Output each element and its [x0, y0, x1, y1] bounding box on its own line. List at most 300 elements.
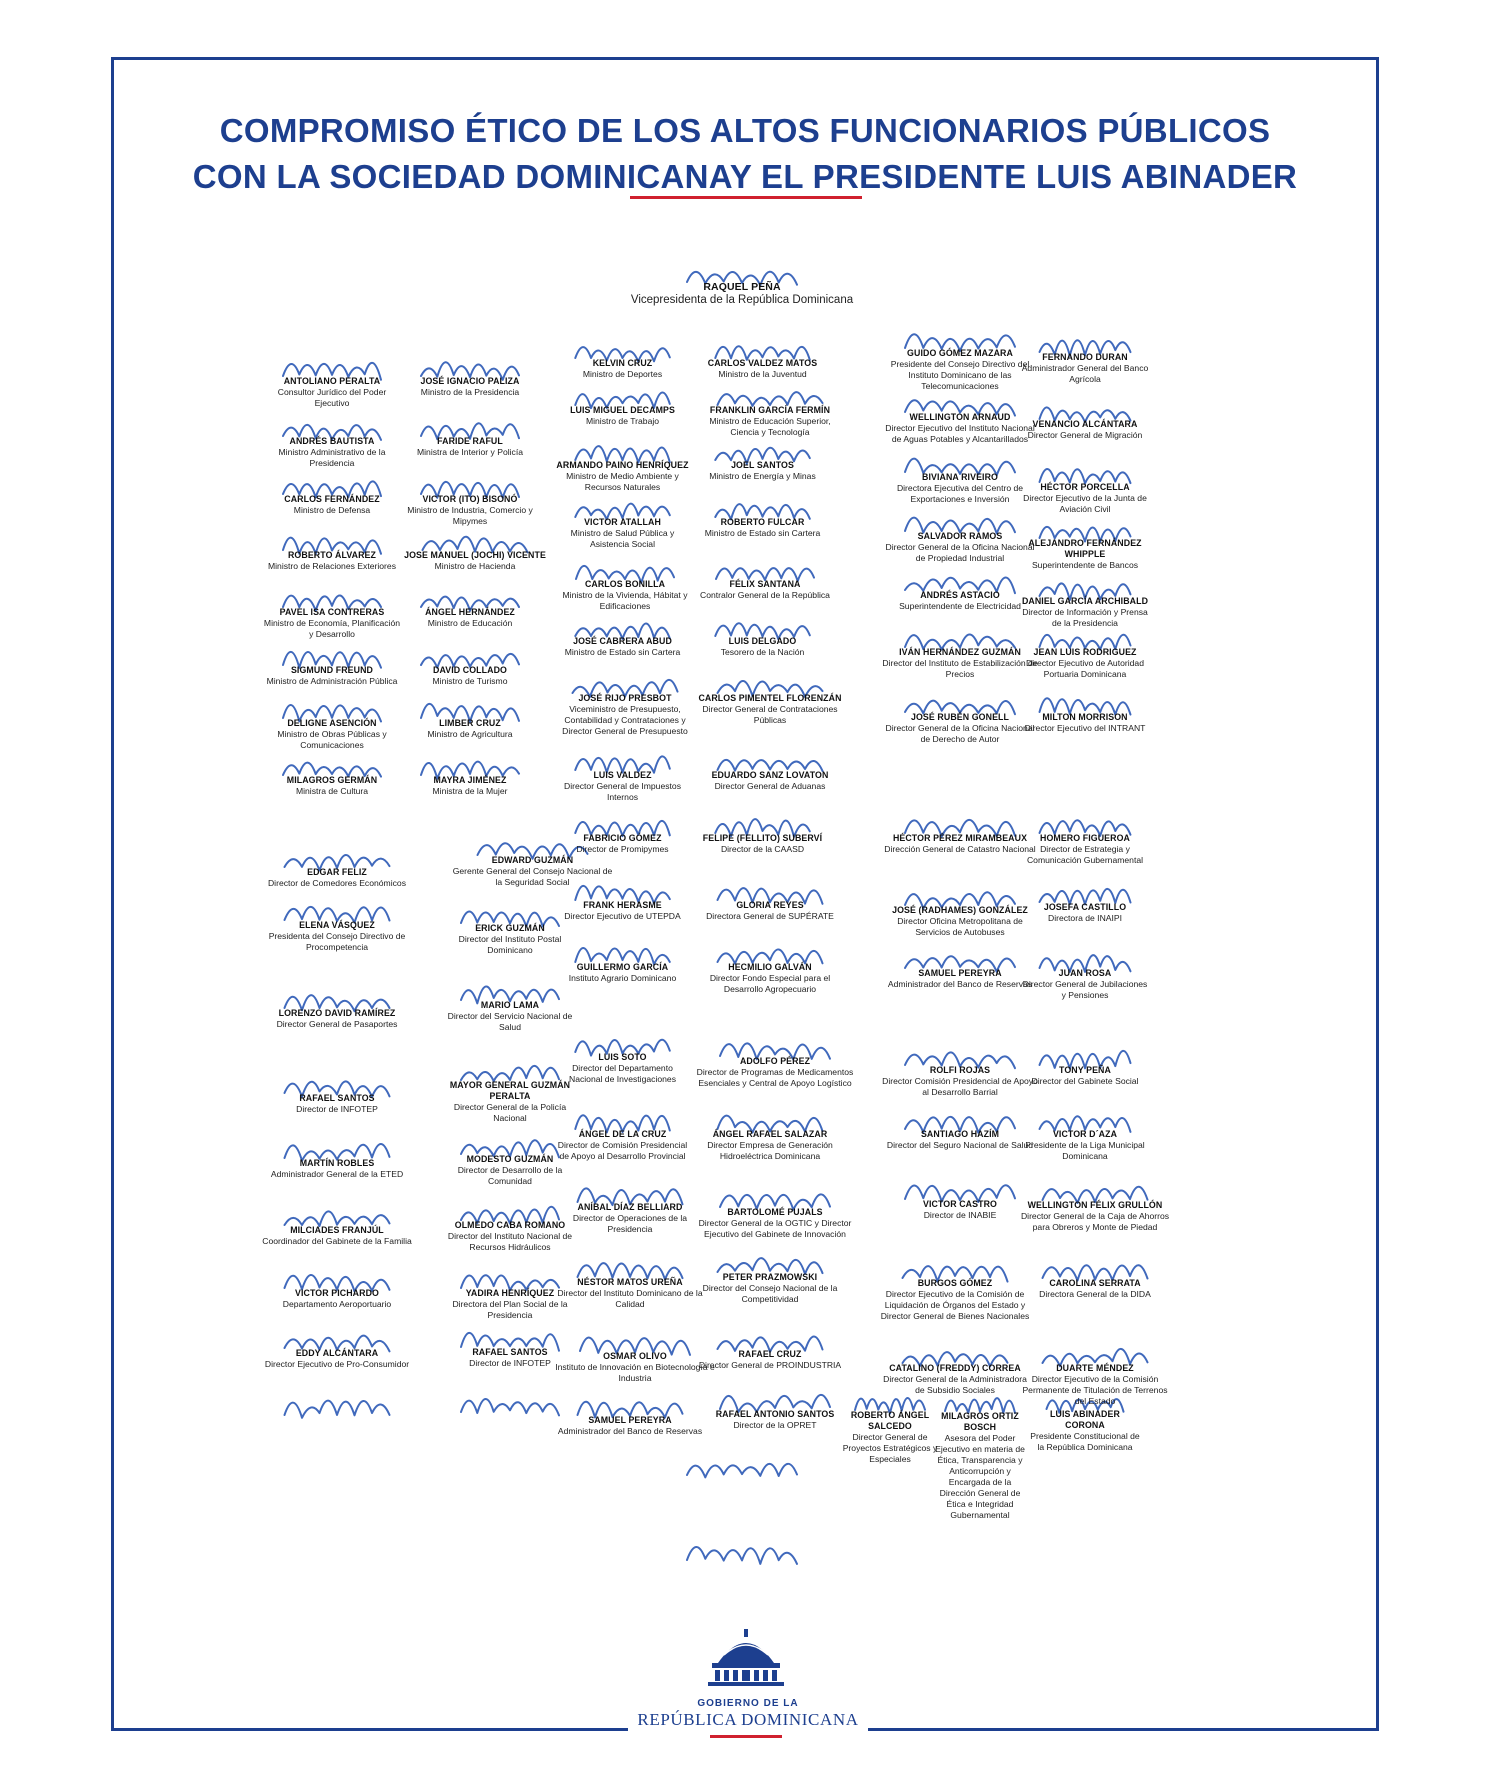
signatory-name: VICTOR ATALLAH — [584, 517, 661, 527]
signatory-role: Tesorero de la Nación — [720, 647, 805, 657]
signatory-entry — [695, 900, 845, 922]
signatory-role: Ministro de Turismo — [432, 676, 508, 686]
signatory-entry — [1020, 647, 1150, 680]
signatory-role: Ministra de la Mujer — [432, 786, 508, 796]
signatory-role: Director General de la Oficina Nacional de Propiedad Industrial — [885, 542, 1035, 563]
signatory-entry — [1030, 1409, 1140, 1453]
signatory-name: JUAN ROSA — [1058, 968, 1112, 978]
signatory-entry — [400, 436, 540, 458]
signatory-name: EDDY ALCÁNTARA — [295, 1348, 379, 1358]
signatory-role: Presidente Constitucional de la República Dominicana — [1030, 1431, 1140, 1452]
signatory-role: Directora Ejecutiva del Centro de Exportaciones e Inversión — [896, 483, 1024, 504]
page-border — [111, 57, 1379, 1731]
signatory-role: Ministro de Trabajo — [585, 416, 660, 426]
signatory-entry — [880, 905, 1040, 938]
signatory-role: Departamento Aeroportuario — [282, 1299, 392, 1309]
signatory-entry — [1020, 596, 1150, 629]
signatory-name: GUIDO GÓMEZ MAZARA — [907, 348, 1013, 358]
signatory-entry — [262, 1158, 412, 1180]
signatory-entry — [695, 833, 830, 855]
signatory-role: Director de INABIE — [923, 1210, 997, 1220]
signatory-entry — [555, 358, 690, 380]
signatory-entry — [440, 923, 580, 956]
signatory-role: Asesora del Poder Ejecutivo en materia de Ética, Transparencia y Anticorrupción y Encargada de la Dirección General de Ética e Integridad Gubernamental — [935, 1433, 1025, 1520]
signatory-role: Director de la CAASD — [720, 844, 805, 854]
signatory-entry — [695, 962, 845, 995]
signatory-role: Ministra de Cultura — [295, 786, 369, 796]
signatory-role: Director del Gabinete Social — [1031, 1076, 1139, 1086]
signatory-name: RAFAEL ANTONIO SANTOS — [715, 1409, 835, 1419]
signatory-entry — [1020, 712, 1150, 734]
signatory-entry — [555, 1415, 705, 1437]
signatory-entry — [400, 775, 540, 797]
signatory-entry — [440, 1220, 580, 1253]
signatory-entry — [695, 1272, 845, 1305]
signatory-entry — [880, 1278, 1030, 1322]
signatory-entry — [880, 412, 1040, 445]
signatory-name: FARIDE RAFUL — [437, 436, 503, 446]
signatory-role: Director General de Contrataciones Públicas — [702, 704, 838, 725]
signatory-role: Director de Comisión Presidencial de Apoyo al Desarrollo Provincial — [557, 1140, 688, 1161]
signatory-role: Ministro de Defensa — [293, 505, 371, 515]
signatory-role: Instituto Agrario Dominicano — [568, 973, 677, 983]
signatory-entry — [262, 665, 402, 687]
signatory-name: SANTIAGO HAZÍM — [920, 1129, 1000, 1139]
signatory-name: FABRICIO GÓMEZ — [583, 833, 662, 843]
footer-underline — [710, 1735, 782, 1738]
signatory-role: Dirección General de Catastro Nacional — [884, 844, 1036, 854]
signatory-entry — [555, 900, 690, 922]
signatory-role: Director de Información y Prensa de la Presidencia — [1022, 607, 1148, 628]
signatory-entry — [695, 1349, 845, 1371]
footer-gov-line1: GOBIERNO DE LA — [697, 1698, 799, 1709]
signatory-name: MILAGROS ORTIZ BOSCH — [941, 1411, 1019, 1432]
signatory-role: Ministro de Medio Ambiente y Recursos Naturales — [566, 471, 679, 492]
signatory-role: Superintendente de Bancos — [1031, 560, 1139, 570]
signatory-name: ROBERTO ÁLVAREZ — [287, 550, 376, 560]
signatory-entry — [695, 579, 835, 601]
signatory-name: DUARTE MÉNDEZ — [1056, 1363, 1134, 1373]
signatory-entry — [450, 855, 615, 888]
signatory-entry — [880, 472, 1040, 505]
signatory-role: Ministro de Industria, Comercio y Mipymes — [407, 505, 533, 526]
signatory-entry — [880, 968, 1040, 990]
signatory-entry — [440, 1080, 580, 1124]
signatory-name: ROBERTO FULCAR — [720, 517, 805, 527]
signatory-name: ANDRÉS BAUTISTA — [289, 436, 375, 446]
signatory-name: ADOLFO PÉREZ — [739, 1056, 811, 1066]
footer-gov-line2: REPÚBLICA DOMINICANA — [637, 1710, 859, 1729]
signatory-role: Director General de Jubilaciones y Pensiones — [1022, 979, 1148, 1000]
signatory-name: PETER PRAZMOWSKI — [722, 1272, 818, 1282]
title-underline — [630, 196, 862, 199]
signatory-entry — [880, 1065, 1040, 1098]
signatory-name: ÁNGEL HERNÁNDEZ — [425, 607, 515, 617]
signatory-name: JOSÉ IGNACIO PALIZA — [420, 376, 520, 386]
signatory-entry — [262, 494, 402, 516]
signatory-role: Ministro de Educación — [427, 618, 513, 628]
signatory-role: Ministro de Educación Superior, Ciencia y Tecnología — [709, 416, 831, 437]
signatory-role: Consultor Jurídico del Poder Ejecutivo — [277, 387, 387, 408]
signatory-entry — [400, 607, 540, 629]
signatory-role: Ministro de Estado sin Cartera — [704, 528, 821, 538]
signatory-role: Director de INFOTEP — [296, 1104, 378, 1114]
signatory-role: Director General de Aduanas — [714, 781, 826, 791]
signatory-role: Director del Instituto de Estabilización de Precios — [882, 658, 1038, 679]
signatory-entry — [840, 1410, 940, 1465]
signatory-name: VENANCIO ALCÁNTARA — [1032, 419, 1138, 429]
signatory-entry — [400, 494, 540, 527]
signatory-name: ARMANDO PAINO HENRÍQUEZ — [556, 460, 689, 470]
signatory-entry — [440, 1347, 580, 1369]
signatory-role: Directora General de SUPÉRATE — [706, 911, 834, 921]
signatory-entry — [1020, 902, 1150, 924]
signatory-name: JOSE MANUEL (JOCHI) VICENTE — [404, 550, 546, 560]
signatory-name: ÁNGEL RAFAEL SALAZAR — [712, 1129, 828, 1139]
signatory-entry — [880, 1363, 1030, 1396]
signatory-role: Vicepresidenta de la República Dominicana — [630, 294, 854, 306]
signatory-name: VICTOR CASTRO — [923, 1199, 997, 1209]
signatory-role: Ministro de Administración Pública — [266, 676, 398, 686]
signatory-entry — [262, 607, 402, 640]
signatory-name: ÁNGEL DE LA CRUZ — [578, 1129, 667, 1139]
signatory-name: KELVIN CRUZ — [592, 358, 653, 368]
signatory-role: Ministro de Salud Pública y Asistencia Social — [570, 528, 675, 549]
signatory-name: MAYOR GENERAL GUZMÁN PERALTA — [449, 1080, 571, 1101]
signatory-role: Presidente de la Liga Municipal Dominicana — [1025, 1140, 1145, 1161]
signatory-role: Director del Instituto Nacional de Recursos Hidráulicos — [447, 1231, 573, 1252]
signatory-name: CAROLINA SERRATA — [1049, 1278, 1141, 1288]
signatory-role: Administrador del Banco de Reservas — [887, 979, 1033, 989]
signatory-name: NÉSTOR MATOS UREÑA — [577, 1277, 683, 1287]
signatory-name: JOSÉ CABRERA ABUD — [573, 636, 672, 646]
signatory-name: ROBERTO ÁNGEL SALCEDO — [850, 1410, 930, 1431]
signatory-role: Director Ejecutivo de Pro-Consumidor — [264, 1359, 410, 1369]
signatory-role: Director Ejecutivo de Autoridad Portuaria Dominicana — [1026, 658, 1144, 679]
signatory-name: RAFAEL SANTOS — [299, 1093, 375, 1103]
signatory-name: DANIEL GARCÍA ARCHIBALD — [1021, 596, 1149, 606]
signatory-role: Ministro de la Juventud — [718, 369, 807, 379]
signatory-entry — [880, 348, 1040, 392]
signatory-name: ANTOLIANO PERALTA — [283, 376, 381, 386]
signatory-name: FRANKLIN GARCÍA FERMÍN — [709, 405, 831, 415]
signatory-entry — [262, 920, 412, 953]
signatory-role: Superintendente de Electricidad — [899, 601, 1021, 611]
signatory-role: Ministro de la Presidencia — [420, 387, 520, 397]
signatory-name: BARTOLOMÉ PUJALS — [727, 1207, 823, 1217]
signatory-entry — [262, 1348, 412, 1370]
signatory-role: Ministro de Energía y Minas — [709, 471, 816, 481]
signatory-entry — [400, 550, 550, 572]
signatory-name: LUIS DELGADO — [728, 636, 797, 646]
signatory-entry — [695, 1056, 855, 1089]
signatory-role: Gerente General del Consejo Nacional de la Seguridad Social — [452, 866, 613, 887]
signatory-name: FERNANDO DURAN — [1042, 352, 1128, 362]
signatory-role: Ministro de Obras Públicas y Comunicaciones — [277, 729, 387, 750]
signatory-role: Ministro de Estado sin Cartera — [564, 647, 681, 657]
signatory-name: CARLOS BONILLA — [584, 579, 666, 589]
signatory-entry — [1020, 1200, 1170, 1233]
signatory-role: Director de Operaciones de la Presidencia — [572, 1213, 688, 1234]
signatory-role: Director General de PROINDUSTRIA — [698, 1360, 842, 1370]
signatory-role: Director del Seguro Nacional de Salud — [886, 1140, 1034, 1150]
signatory-name: WELLINGTON FÉLIX GRULLÓN — [1027, 1200, 1163, 1210]
signatory-name: GLORIA REYES — [736, 900, 804, 910]
signatory-role: Administrador del Banco de Reservas — [557, 1426, 703, 1436]
signatory-role: Director Oficina Metropolitana de Servicios de Autobuses — [897, 916, 1023, 937]
signatory-name: SIGMUND FREUND — [290, 665, 374, 675]
signatory-entry — [880, 531, 1040, 564]
signatory-name: EDWARD GUZMÁN — [491, 855, 574, 865]
signatory-role: Viceministro de Presupuesto, Contabilidad y Contrataciones y Director General de Presupuesto — [562, 704, 688, 736]
signatory-entry — [262, 718, 402, 751]
signatory-role: Ministro de Agricultura — [427, 729, 513, 739]
signatory-entry — [695, 770, 845, 792]
document-title — [111, 108, 1379, 200]
signatory-entry — [695, 460, 830, 482]
signatory-role: Director del Instituto Dominicano de la Calidad — [557, 1288, 703, 1309]
signatory-name: ANÍBAL DÍAZ BELLIARD — [577, 1202, 683, 1212]
signatory-role: Director Ejecutivo de la Junta de Aviación Civil — [1023, 493, 1147, 514]
signatory-entry — [695, 1207, 855, 1240]
signatory-role: Ministro de Deportes — [582, 369, 663, 379]
signatory-entry — [400, 718, 540, 740]
signatory-role: Director Ejecutivo de la Comisión de Liquidación de Órganos del Estado y Director General de Bienes Nacionales — [880, 1289, 1030, 1321]
signatory-role: Director General de la Policía Nacional — [453, 1102, 567, 1123]
signatory-name: MILAGROS GERMÁN — [286, 775, 378, 785]
signatory-name: CARLOS VALDEZ MATOS — [707, 358, 818, 368]
signatory-entry — [262, 550, 402, 572]
signatory-name: PAVEL ISA CONTRERAS — [279, 607, 385, 617]
signatory-entry — [555, 460, 690, 493]
signatory-entry — [1020, 419, 1150, 441]
signatory-entry — [400, 376, 540, 398]
signatory-name: GUILLERMO GARCÍA — [576, 962, 669, 972]
signatory-entry — [555, 770, 690, 803]
signatory-role: Director del Departamento Nacional de Investigaciones — [568, 1063, 676, 1084]
signatory-entry — [550, 693, 700, 737]
signatory-name: LUIS ABINADER CORONA — [1050, 1409, 1120, 1430]
signatory-entry — [930, 1411, 1030, 1521]
signatory-name: VICTOR PICHARDO — [295, 1288, 379, 1298]
signatory-name: MARIO LAMA — [480, 1000, 540, 1010]
signatory-role: Director Ejecutivo del Instituto Nacional de Aguas Potables y Alcantarillados — [885, 423, 1035, 444]
signatory-entry — [880, 590, 1040, 612]
signatory-entry — [880, 712, 1040, 745]
signatory-role: Director Ejecutivo de la Comisión Permanente de Titulación de Terrenos del Estado — [1022, 1374, 1168, 1406]
signatory-entry — [440, 1288, 580, 1321]
signatory-role: Instituto de Innovación en Biotecnología e Industria — [555, 1362, 715, 1383]
signatory-name: VICTOR (ITO) BISONÓ — [422, 494, 518, 504]
signatory-entry — [1020, 1363, 1170, 1407]
signatory-name: HÉCTOR PÉREZ MIRAMBEAUX — [892, 833, 1028, 843]
signatory-entry — [880, 1199, 1040, 1221]
signatory-entry — [1020, 1065, 1150, 1087]
signatory-role: Director General de Impuestos Internos — [563, 781, 682, 802]
signatory-name: LORENZO DAVID RAMÍREZ — [278, 1008, 396, 1018]
signatory-entry — [1020, 833, 1150, 866]
signatory-entry — [1020, 482, 1150, 515]
signatory-entry — [555, 833, 690, 855]
signatory-name: SALVADOR RAMOS — [917, 531, 1003, 541]
signatory-role: Ministra de Interior y Policía — [416, 447, 524, 457]
signatory-name: JOSÉ (RADHAMES) GONZÁLEZ — [892, 905, 1028, 915]
signatory-name: MILTON MORRISON — [1042, 712, 1128, 722]
signatory-name: CARLOS FERNÁNDEZ — [284, 494, 380, 504]
signatory-name: ELENA VÁSQUEZ — [299, 920, 375, 930]
signatory-role: Director de INFOTEP — [469, 1358, 551, 1368]
signatory-role: Director Comisión Presidencial de Apoyo al Desarrollo Barrial — [882, 1076, 1038, 1097]
signatory-name: HECMILIO GALVÁN — [728, 962, 812, 972]
signatory-name: CATALINO (FREDDY) CORREA — [889, 1363, 1021, 1373]
signatory-role: Director de Desarrollo de la Comunidad — [457, 1165, 563, 1186]
signatory-entry — [555, 579, 695, 612]
signatory-name: EDGAR FELIZ — [307, 867, 367, 877]
signatory-name: IVÁN HERNÁNDEZ GUZMÁN — [899, 647, 1021, 657]
signatory-role: Director del Servicio Nacional de Salud — [447, 1011, 573, 1032]
signatory-name: MODESTO GUZMÁN — [466, 1154, 554, 1164]
signatory-name: FRANK HERASME — [583, 900, 662, 910]
signatory-role: Director General de la Oficina Nacional de Derecho de Autor — [885, 723, 1035, 744]
signatory-role: Coordinador del Gabinete de la Familia — [262, 1236, 412, 1246]
signatory-name: JOEL SANTOS — [731, 460, 794, 470]
signatory-role: Director General de la Caja de Ahorros para Obreros y Monte de Piedad — [1020, 1211, 1170, 1232]
signatory-name: VICTOR D´AZA — [1052, 1129, 1118, 1139]
signatory-name: OLMEDO CABA ROMANO — [454, 1220, 566, 1230]
signatory-entry — [555, 636, 690, 658]
signatory-name: LUIS SOTO — [598, 1052, 647, 1062]
title-line-2: CON LA SOCIEDAD DOMINICANAY EL PRESIDENTE LUIS ABINADER — [192, 158, 1298, 195]
signatory-entry — [1020, 352, 1150, 385]
signatory-entry — [1020, 538, 1150, 571]
signatory-name: LIMBER CRUZ — [439, 718, 501, 728]
signatory-name: ALEJANDRO FERNÁNDEZ WHIPPLE — [1028, 538, 1142, 559]
signatory-entry — [880, 1129, 1040, 1151]
signatory-name: HOMERO FIGUEROA — [1040, 833, 1130, 843]
signatory-name: ROLFI ROJAS — [929, 1065, 991, 1075]
signatory-entry — [695, 405, 845, 438]
signatory-name: DAVID COLLADO — [433, 665, 507, 675]
signatory-entry — [555, 517, 690, 550]
signatory-name: RAFAEL SANTOS — [472, 1347, 548, 1357]
signatory-name: EDUARDO SANZ LOVATON — [711, 770, 829, 780]
signatory-entry — [262, 376, 402, 409]
signatory-entry — [1020, 1278, 1170, 1300]
signatory-role: Presidente del Consejo Directivo del Instituto Dominicano de las Telecomunicaciones — [890, 359, 1030, 391]
signatory-entry — [262, 775, 402, 797]
signatory-role: Director de Estrategia y Comunicación Gubernamental — [1026, 844, 1144, 865]
signatory-role: Director Ejecutivo del INTRANT — [1024, 723, 1146, 733]
signatory-role: Ministro de Economía, Planificación y Desarrollo — [263, 618, 401, 639]
government-dome-seal-icon — [700, 1625, 792, 1687]
signatory-entry — [880, 647, 1040, 680]
signatory-role: Administrador General de la ETED — [270, 1169, 404, 1179]
signatory-entry — [262, 867, 412, 889]
signatory-name: ERICK GUZMÁN — [475, 923, 545, 933]
signatory-role: Ministro Administrativo de la Presidencia — [278, 447, 386, 468]
signatory-name: YADIRA HENRÍQUEZ — [465, 1288, 555, 1298]
signatory-name: JOSÉ RUBÉN GONELL — [911, 712, 1009, 722]
signatory-entry — [695, 1409, 855, 1431]
signatory-name: BIVIANA RIVEIRO — [922, 472, 998, 482]
signatory-name: RAFAEL CRUZ — [738, 1349, 802, 1359]
signatory-role: Director General de la OGTIC y Director Ejecutivo del Gabinete de Innovación — [698, 1218, 852, 1239]
signatory-role: Ministro de Relaciones Exteriores — [267, 561, 396, 571]
signatory-role: Director Empresa de Generación Hidroeléctrica Dominicana — [707, 1140, 833, 1161]
signatory-name: ANDRÉS ASTACIO — [920, 590, 1000, 600]
signatory-name: FÉLIX SANTANA — [729, 579, 801, 589]
signatory-name: SAMUEL PEREYRA — [588, 1415, 672, 1425]
signatory-name: MILCIADES FRANJÚL — [290, 1225, 384, 1235]
signatory-name: LUIS MIGUEL DECAMPS — [570, 405, 675, 415]
signatory-role: Ministro de la Vivienda, Hábitat y Edificaciones — [562, 590, 688, 611]
signatory-role: Director del Consejo Nacional de la Competitividad — [702, 1283, 838, 1304]
signatory-role: Director General de Pasaportes — [276, 1019, 398, 1029]
signatory-entry — [400, 665, 540, 687]
signatory-name: WELLINGTON ARNAUD — [909, 412, 1011, 422]
signatory-entry — [695, 517, 830, 539]
signatory-role: Director General de la Administradora de Subsidio Sociales — [883, 1374, 1027, 1395]
title-line-1: COMPROMISO ÉTICO DE LOS ALTOS FUNCIONARIOS PÚBLICOS — [219, 112, 1271, 149]
signatory-role: Director Ejecutivo de UTEPDA — [564, 911, 681, 921]
signatory-name: BURGOS GÓMEZ — [917, 1278, 993, 1288]
signatory-role: Director General de Proyectos Estratégicos y Especiales — [842, 1432, 938, 1464]
signatory-role: Director de la OPRET — [733, 1420, 817, 1430]
signatory-role: Contralor General de la República — [700, 590, 830, 600]
signatory-name: DELIGNE ASENCIÓN — [287, 718, 377, 728]
signatory-role: Director de Programas de Medicamentos Esenciales y Central de Apoyo Logístico — [696, 1067, 854, 1088]
signatory-name: MAYRA JIMÉNEZ — [433, 775, 507, 785]
signatory-name: TONY PEÑA — [1059, 1065, 1111, 1075]
signatory-role: Director del Instituto Postal Dominicano — [458, 934, 562, 955]
signatory-entry — [572, 282, 912, 308]
signatory-role: Directora General de la DIDA — [1039, 1289, 1151, 1299]
signatory-entry — [440, 1000, 580, 1033]
signatory-name: LUIS VALDEZ — [593, 770, 652, 780]
signatory-entry — [262, 436, 402, 469]
signatory-role: Administrador General del Banco Agrícola — [1021, 363, 1149, 384]
signatory-name: RAQUEL PEÑA — [703, 281, 781, 293]
signatory-entry — [262, 1093, 412, 1115]
signatory-role: Director Fondo Especial para el Desarrollo Agropecuario — [709, 973, 831, 994]
signatory-name: HÉCTOR PORCELLA — [1040, 482, 1130, 492]
signatory-role: Presidenta del Consejo Directivo de Procompetencia — [268, 931, 406, 952]
signatory-name: OSMAR OLIVO — [603, 1351, 667, 1361]
signatory-entry — [1020, 968, 1150, 1001]
signatory-entry — [555, 962, 690, 984]
signatory-entry — [555, 405, 690, 427]
signatory-name: JOSEFA CASTILLO — [1043, 902, 1127, 912]
signatory-name: JOSÉ RIJO PRESBOT — [578, 693, 672, 703]
signatory-role: Director General de Migración — [1027, 430, 1143, 440]
signatory-role: Director de Comedores Económicos — [267, 878, 407, 888]
signatory-name: JEAN LUIS RODRIGUEZ — [1033, 647, 1137, 657]
signatory-entry — [262, 1288, 412, 1310]
signatory-entry — [1020, 1129, 1150, 1162]
signatory-name: FELIPE (FELLITO) SUBERVÍ — [702, 833, 823, 843]
signatory-role: Director de Promipymes — [576, 844, 669, 854]
signatory-entry — [440, 1154, 580, 1187]
signatory-entry — [262, 1008, 412, 1030]
signatory-name: MARTÍN ROBLES — [299, 1158, 375, 1168]
signatory-entry — [262, 1225, 412, 1247]
signatory-role: Ministro de Hacienda — [434, 561, 516, 571]
signatory-name: CARLOS PIMENTEL FLORENZÁN — [698, 693, 842, 703]
signatory-role: Directora del Plan Social de la Presidencia — [452, 1299, 568, 1320]
signatory-entry — [695, 636, 830, 658]
signatory-entry — [880, 833, 1040, 855]
signatory-name: SAMUEL PEREYRA — [918, 968, 1002, 978]
